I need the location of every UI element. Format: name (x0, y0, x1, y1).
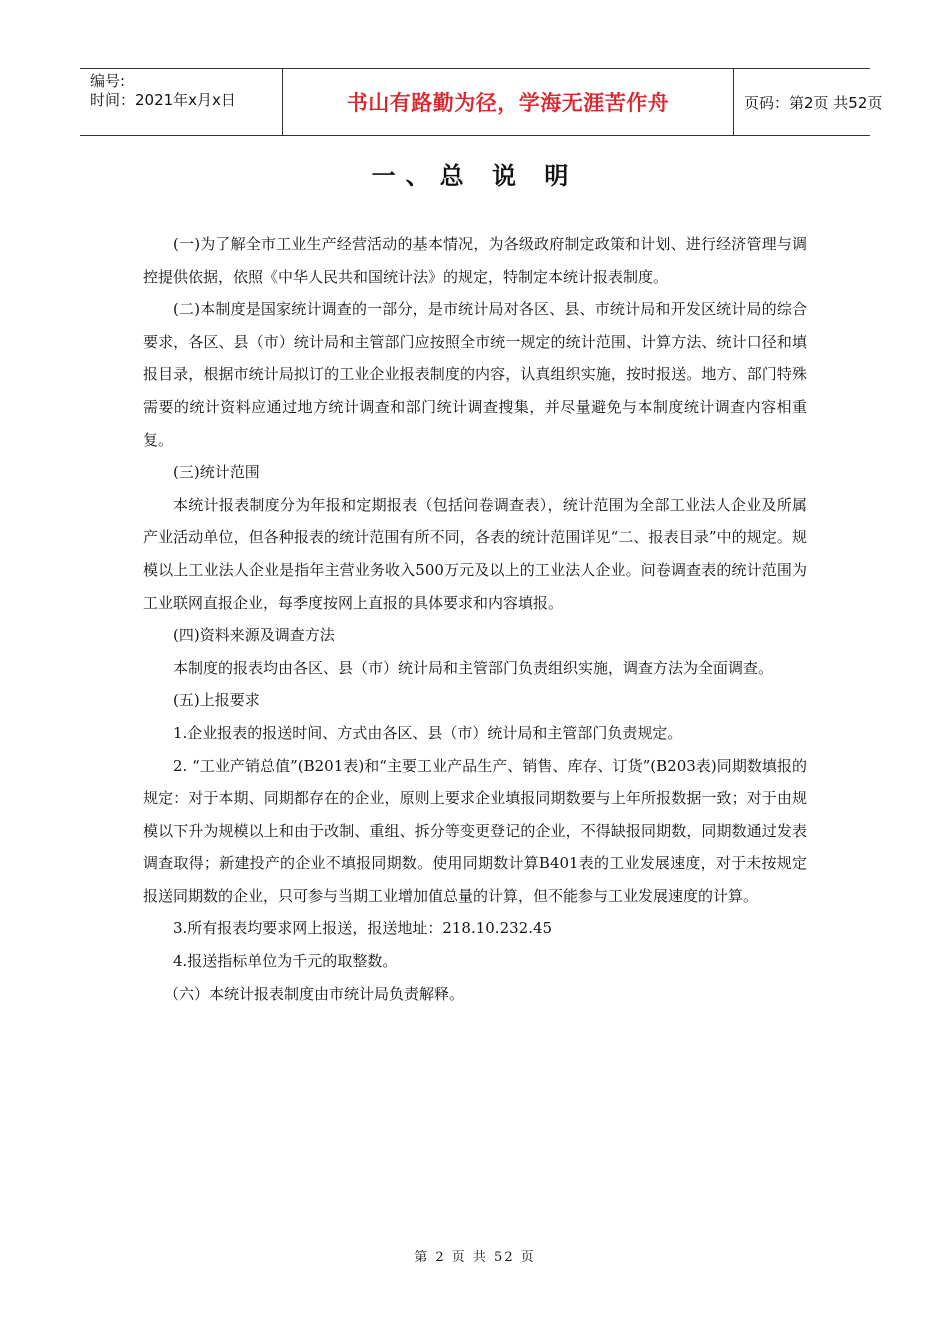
paragraph-reporting-2: 2. “工业产销总值”(B201表)和“主要工业产品生产、销售、库存、订货”(B203表)同期数填报的规定：对于本期、同期都存在的企业，原则上要求企业填报同期数要与上年所报数据一致；对于由规模以下升为规模以上和由于改制、重组、拆分等变更登记的企业，不得缺报同期数，同期数通过发表调查取得；新建投产的企业不填报同期数。使用同期数计算B401表的工业发展速度，对于未按规定报送同期数的企业，只可参与当期工业增加值总量的计算，但不能参与工业发展速度的计算。 (143, 756, 807, 905)
document-header (80, 68, 883, 136)
document-number-label: 编号: (90, 72, 126, 90)
header-motto: 书山有路勤为径，学海无涯苦作舟 (346, 91, 670, 115)
paragraph-reporting-3: 3.所有报表均要求网上报送，报送地址：218.10.232.45 (173, 919, 553, 938)
paragraph-purpose: (一)为了解全市工业生产经营活动的基本情况，为各级政府制定政策和计划、进行经济管理与调控提供依据，依照《中华人民共和国统计法》的规定，特制定本统计报表制度。 (143, 235, 807, 286)
section-heading-statistical-scope: (三)统计范围 (173, 463, 260, 482)
page-title: 一、总 说 明 (371, 162, 579, 190)
header-page-label: 页码：第2页 共52页 (744, 93, 883, 112)
section-heading-data-source: (四)资料来源及调查方法 (173, 626, 335, 645)
paragraph-interpretation: （六）本统计报表制度由市统计局负责解释。 (164, 984, 465, 1003)
paragraph-data-source: 本制度的报表均由各区、县（市）统计局和主管部门负责组织实施，调查方法为全面调查。 (173, 658, 774, 677)
paragraph-system-scope: (二)本制度是国家统计调查的一部分，是市统计局对各区、县、市统计局和开发区统计局的综合要求，各区、县（市）统计局和主管部门应按照全市统一规定的统计范围、计算方法、统计口径和填报目录，根据市统计局拟订的工业企业报表制度的内容，认真组织实施，按时报送。地方、部门特殊需要的统计资料应通过地方统计调查和部门统计调查搜集，并尽量避免与本制度统计调查内容相重复。 (143, 300, 807, 449)
page-footer: 第 2 页 共 52 页 (414, 1250, 536, 1265)
document-date-label: 时间：2021年x月x日 (90, 91, 236, 109)
header-meta (80, 69, 282, 135)
paragraph-reporting-4: 4.报送指标单位为千元的取整数。 (173, 952, 398, 971)
header-motto-cell (282, 69, 734, 135)
paragraph-reporting-1: 1.企业报表的报送时间、方式由各区、县（市）统计局和主管部门负责规定。 (173, 723, 683, 742)
section-heading-reporting: (五)上报要求 (173, 691, 260, 710)
paragraph-statistical-scope: 本统计报表制度分为年报和定期报表（包括问卷调查表），统计范围为全部工业法人企业及所属产业活动单位，但各种报表的统计范围有所不同，各表的统计范围详见“二、报表目录”中的规定。规模以上工业法人企业是指年主营业务收入500万元及以上的工业法人企业。问卷调查表的统计范围为工业联网直报企业，每季度按网上直报的具体要求和内容填报。 (143, 495, 807, 612)
header-page-cell (734, 69, 883, 135)
document-body (143, 228, 807, 1010)
